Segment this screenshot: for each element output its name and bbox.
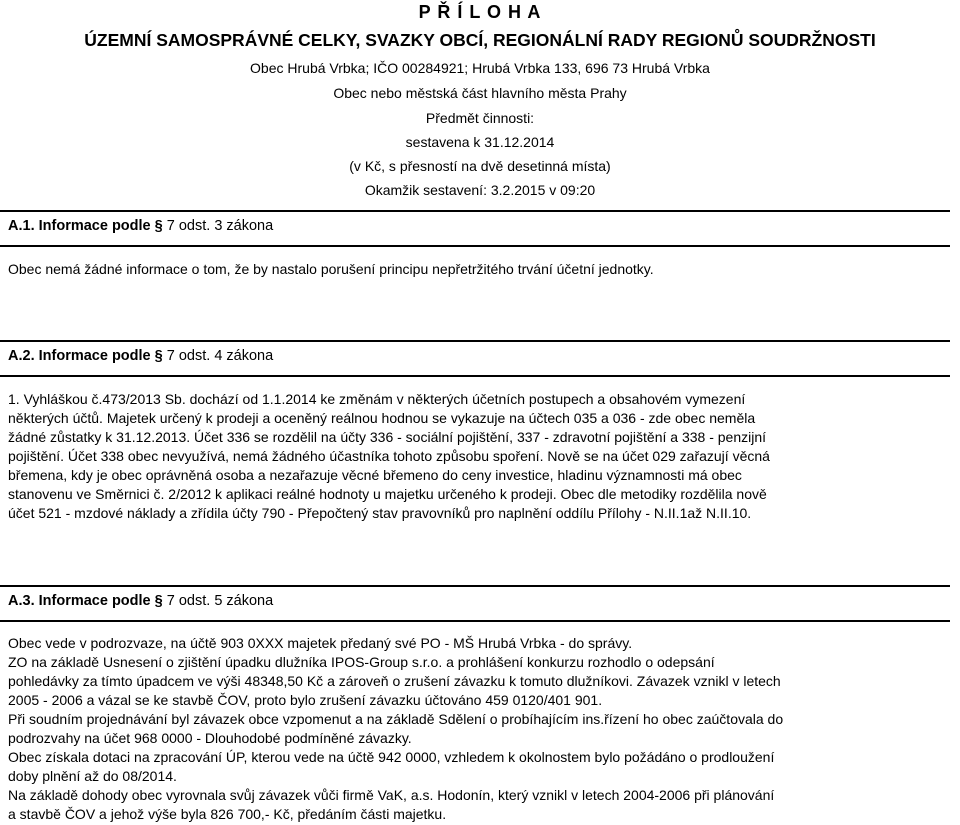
section-a2-body (8, 390, 953, 523)
text-line: pojištění. Účet 338 obec nevyužívá, nemá žádného účastníka tohoto způsobu spoření. Nově se na účet 029 zařazují věcná (8, 448, 770, 464)
heading-suffix: 7 odst. 4 zákona (166, 348, 274, 364)
text-line: Na základě dohody obec vyrovnala svůj závazek vůči firmě VaK, a.s. Hodonín, který vznikl v letech 2004-2006 při plánování (8, 787, 775, 803)
section-a1-heading (8, 218, 273, 234)
text-line: některých účtů. Majetek určený k prodeji a oceněný reálnou hodnou se vykazuje na účtech 035 a 036 - zde obec neměla (8, 410, 756, 426)
section-a3-heading (8, 593, 273, 609)
compiled-date-line: sestavena k 31.12.2014 (405, 134, 555, 150)
section-a1-body (8, 260, 953, 279)
paragraph-sign-icon: § (154, 593, 163, 609)
heading-prefix: A.3. Informace podle (8, 593, 151, 609)
text-line: 2005 - 2006 a vázal se ke stavbě ČOV, proto bylo zrušení závazku účtováno 459 0120/401 901. (8, 692, 603, 708)
text-line: a stavbě ČOV a jehož výše byla 826 700,- Kč, předáním části majetku. (8, 806, 447, 822)
text-line: podrozvahy na účet 968 0000 - Dlouhodobé podmíněné závazky. (8, 730, 412, 746)
entity-type-line: Obec nebo městská část hlavního města Prahy (333, 85, 627, 101)
entity-line: Obec Hrubá Vrbka; IČO 00284921; Hrubá Vrbka 133, 696 73 Hrubá Vrbka (250, 60, 710, 76)
paragraph-sign-icon: § (154, 348, 163, 364)
heading-suffix: 7 odst. 5 zákona (166, 593, 274, 609)
text-line: účet 521 - mzdové náklady a zřídila účty 790 - Přepočtený stav pravovníků pro naplnění oddílu Přílohy - N.II.1až N.II.10. (8, 505, 752, 521)
text-line: Obec získala dotaci na zpracování ÚP, kterou vede na účtě 942 0000, vzhledem k okolnostem bylo požádáno o prodloužení (8, 749, 775, 765)
text-line: Obec vede v podrozvaze, na účtě 903 0XXX majetek předaný své PO - MŠ Hrubá Vrbka - do správy. (8, 635, 633, 651)
currency-note-line: (v Kč, s přesností na dvě desetinná místa) (349, 158, 611, 174)
activity-line: Předmět činnosti: (425, 110, 535, 126)
text-line: stanovenu ve Směrnici č. 2/2012 k aplikaci reálné hodnoty u majetku určeného k prodeji. Obec dle metodiky rozdělila nově (8, 486, 767, 502)
heading-prefix: A.1. Informace podle (8, 218, 151, 234)
document-subtitle: ÚZEMNÍ SAMOSPRÁVNÉ CELKY, SVAZKY OBCÍ, REGIONÁLNÍ RADY REGIONŮ SOUDRŽNOSTI (84, 30, 876, 50)
heading-prefix: A.2. Informace podle (8, 348, 151, 364)
text-line: Obec nemá žádné informace o tom, že by nastalo porušení principu nepřetržitého trvání účetní jednotky. (8, 261, 654, 277)
text-line: Při soudním projednávání byl závazek obce vzpomenut a na základě Sdělení o probíhajícím ins.řízení ho obec zaúčtovala do (8, 711, 784, 727)
generated-timestamp-line: Okamžik sestavení: 3.2.2015 v 09:20 (364, 182, 596, 198)
section-a3-body (8, 634, 953, 824)
text-line: 1. Vyhláškou č.473/2013 Sb. dochází od 1.1.2014 ke změnám v některých účetních postupech a obsahovém vymezení (8, 391, 746, 407)
document-title: P Ř Í L O H A (418, 2, 542, 22)
text-line: pohledávky za tímto úpadcem ve výši 48348,50 Kč a zároveň o zrušení závazku k tomuto dlužníkovi. Závazek vznikl v letech (8, 673, 781, 689)
paragraph-sign-icon: § (154, 218, 163, 234)
text-line: břemena, kdy je obec oprávněná osoba a nezařazuje věcné břemeno do ceny investice, hladinu významnosti má obec (8, 467, 742, 483)
section-a2-heading (8, 348, 273, 364)
text-line: doby plnění až do 08/2014. (8, 768, 177, 784)
heading-suffix: 7 odst. 3 zákona (166, 218, 274, 234)
text-line: žádné zůstatky k 31.12.2013. Účet 336 se rozdělil na účty 336 - sociální pojištění, 337 - zdravotní pojištění a 338 - penzijní (8, 429, 767, 445)
text-line: ZO na základě Usnesení o zjištění úpadku dlužníka IPOS-Group s.r.o. a prohlášení konkurzu rozhodlo o odepsání (8, 654, 715, 670)
